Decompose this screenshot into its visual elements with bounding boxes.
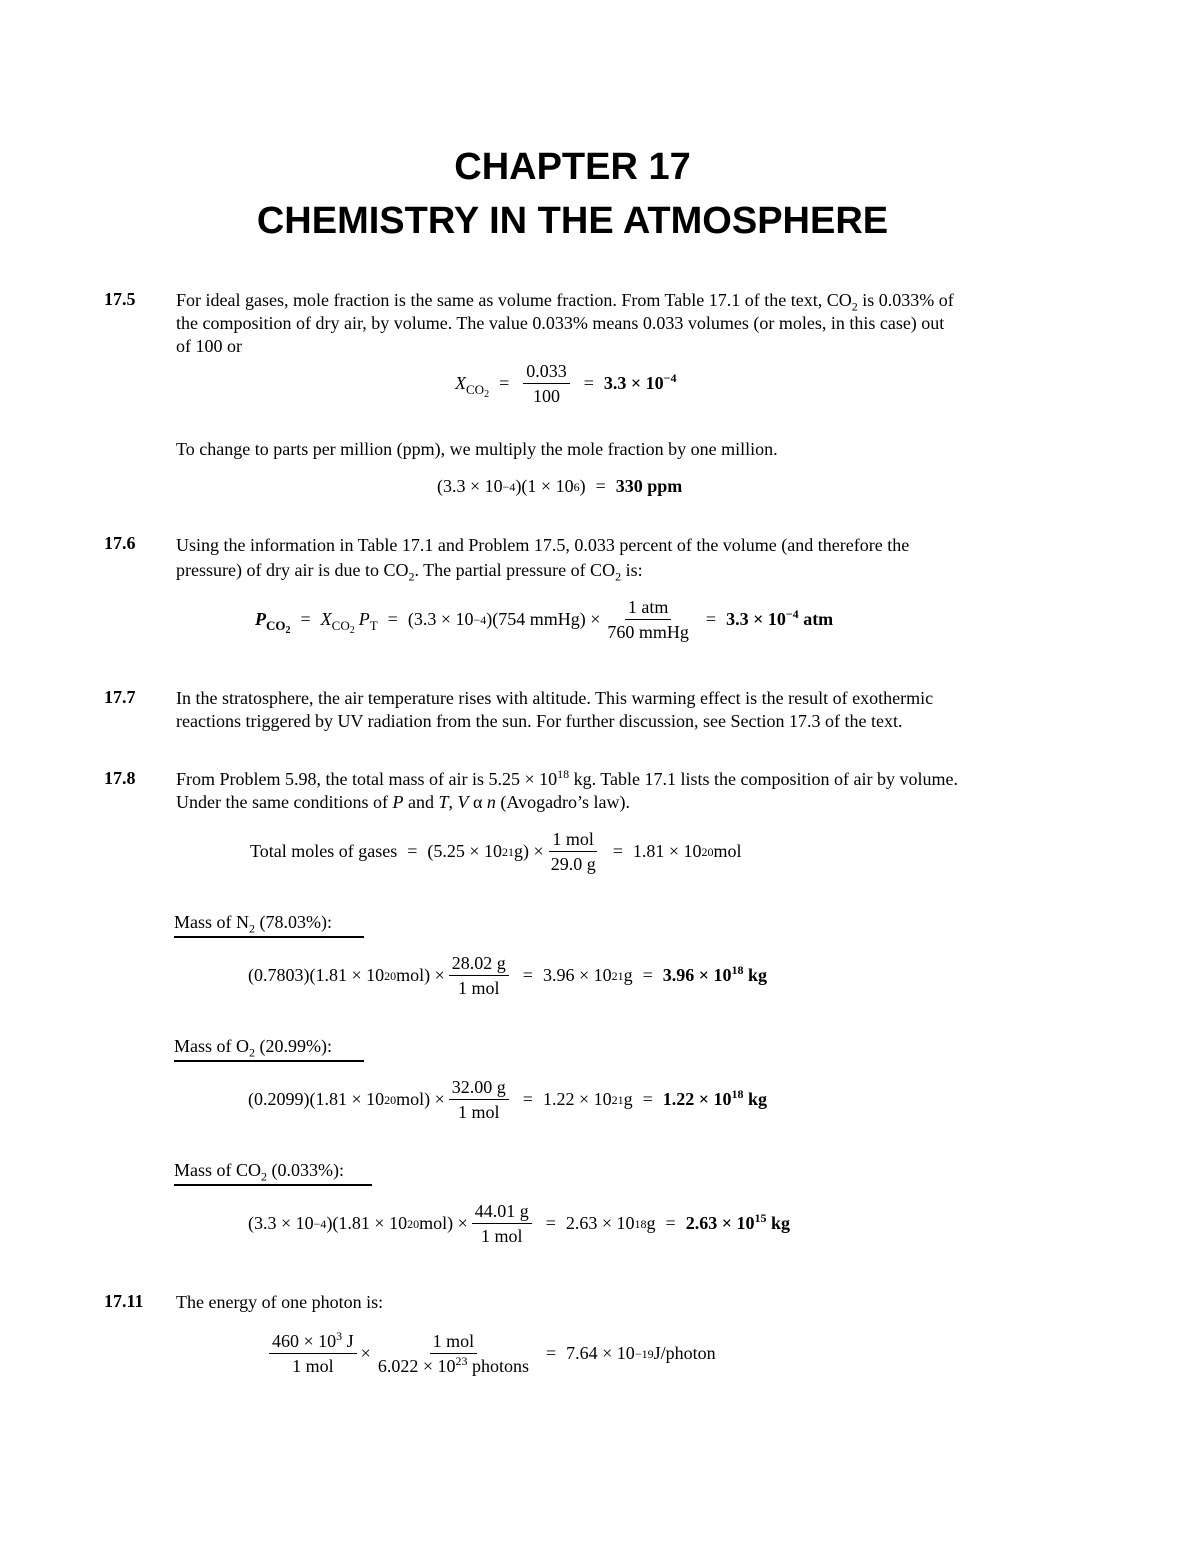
fraction <box>449 952 509 999</box>
equals: = <box>665 1213 676 1233</box>
result: $3.3 \times 10^{-4}$ <box>603 371 677 393</box>
equals: = <box>583 373 594 393</box>
equation-photon-energy: $\frac{460 \times 10^3 J}{\text{1 mol}}$ × $\frac{\text{1 mol}}{6.022 \times 10^{23} photons}$ = 7.64 × 10 −19 J/photon <box>265 1330 716 1377</box>
denominator: $6.022 \times 10^{23}$ photons <box>377 1354 529 1376</box>
text: . The partial pressure of CO <box>414 560 616 580</box>
equation-mole-fraction <box>455 360 676 407</box>
x-symbol: X <box>320 609 332 629</box>
text: For ideal gases, mole fraction is the same as volume fraction. From Table 17.1 of the text, CO <box>176 290 852 310</box>
denominator: 1 mol <box>292 1356 334 1376</box>
subscript: 2 <box>285 624 291 636</box>
text: g <box>623 1089 633 1109</box>
problem-17-5-text <box>176 289 954 358</box>
problem-number-17-7: 17.7 <box>104 687 136 707</box>
result: $3.96 \times 10^{18}$ kg <box>662 963 768 985</box>
subscript: 2 <box>349 624 355 636</box>
denominator: 1 mol <box>480 1226 523 1246</box>
text: mol) × <box>419 1213 468 1233</box>
problem-number-17-8: 17.8 <box>104 768 136 788</box>
text: Under the same conditions of <box>176 792 393 812</box>
text: P <box>392 792 404 812</box>
fraction <box>449 1076 509 1123</box>
text: reactions triggered by UV radiation from the sun. For further discussion, see Section 17.3 of the text. <box>176 711 903 731</box>
text: mol) × <box>396 1089 445 1109</box>
mass-co2-heading: Mass of $CO_2$ (0.033%): <box>174 1160 372 1186</box>
equals: = <box>499 373 510 393</box>
subscript: 2 <box>851 299 858 314</box>
subscript: 2 <box>484 388 490 400</box>
text: (3.3 × 10 <box>248 1213 314 1233</box>
fraction <box>375 1330 532 1377</box>
text: and <box>403 792 439 812</box>
text: (5.25 × 10 <box>427 841 503 861</box>
numerator: 32.00 g <box>449 1076 509 1100</box>
p-symbol: P <box>255 609 266 629</box>
text: From Problem 5.98, the total mass of air is 5.25 × 10 <box>176 769 558 789</box>
text: is 0.033% of <box>857 290 954 310</box>
problem-number-17-11: 17.11 <box>104 1291 144 1311</box>
text: n <box>486 792 496 812</box>
subscript: 2 <box>615 569 622 584</box>
numerator: 28.02 g <box>449 952 509 976</box>
text: J/photon <box>653 1343 716 1363</box>
text: 3.96 × 10 <box>542 965 612 985</box>
superscript: 18 <box>557 767 570 781</box>
text: pressure) of dry air is due to CO <box>176 560 409 580</box>
equation-total-moles: Total moles of gases = (5.25 × 10 21 g) × $\frac{\text{1 mol}}{29.0 g}$ = 1.81 × 10 20 mol <box>250 829 742 874</box>
subscript: 2 <box>408 569 415 584</box>
subscript: T <box>369 617 378 633</box>
equals: = <box>642 965 653 985</box>
fraction <box>604 596 692 643</box>
equals: = <box>612 841 623 861</box>
equals: = <box>705 609 717 629</box>
result: $3.3 \times 10^{-4}$ atm <box>726 607 834 629</box>
equation-ppm: (3.3 × 10 −4 )(1 × 10 6 ) = 330 ppm <box>437 476 683 496</box>
equals: = <box>407 841 418 861</box>
chapter-title: CHEMISTRY IN THE ATMOSPHERE <box>256 200 889 242</box>
text: (0.7803)(1.81 × 10 <box>248 965 385 985</box>
text: )(1 × 10 <box>515 476 574 496</box>
text: of 100 or <box>176 336 242 356</box>
denominator: 1 mol <box>458 1102 500 1122</box>
text: ) <box>579 476 586 496</box>
text: , <box>448 792 458 812</box>
fraction <box>269 1330 357 1377</box>
text: 1.81 × 10 <box>632 841 702 861</box>
text: T <box>438 792 449 812</box>
result: 330 ppm <box>615 476 683 496</box>
equation-partial-pressure: P $CO_2$ = X $CO_2$ P T = (3.3 × 10 −4 )(754 mmHg) × $\frac{\text{1 atm}}{\text{760 mmHg}}$ = $3.3 \times 10^{-4}$ atm <box>255 597 834 642</box>
numerator: 1 atm <box>625 596 672 620</box>
problem-17-7-text <box>176 687 933 733</box>
times: × <box>360 1343 371 1363</box>
problem-17-6-text <box>176 533 909 583</box>
result: $2.63 \times 10^{15}$ kg <box>685 1211 790 1233</box>
text: In the stratosphere, the air temperature rises with altitude. This warming effect is the result of exothermic <box>176 688 934 708</box>
result: $1.22 \times 10^{18}$ kg <box>662 1087 768 1109</box>
text: α <box>468 792 487 812</box>
numerator: $460 \times 10^3$ J <box>269 1330 357 1354</box>
text: is: <box>621 560 643 580</box>
equals: = <box>522 965 533 985</box>
text: V <box>457 792 469 812</box>
problem-17-8-text <box>176 768 958 814</box>
fraction <box>523 360 570 407</box>
equation-mass-co2: (3.3 × 10 −4 )(1.81 × 10 20 mol) × $\frac{44.01 g}{\text{1 mol}}$ = 2.63 × 10 18 g = $2.63 \times 10^{15}$ kg <box>248 1201 790 1246</box>
denominator: 100 <box>532 386 560 406</box>
problem-17-11-text: The energy of one photon is: <box>176 1292 384 1312</box>
problem-number-17-6: 17.6 <box>104 533 136 553</box>
mass-o2-heading: Mass of $O_2$ (20.99%): <box>174 1036 364 1062</box>
problem-number-17-5: 17.5 <box>104 289 136 309</box>
equals: = <box>546 1343 557 1363</box>
denominator: 760 mmHg <box>607 622 689 642</box>
fraction <box>472 1200 532 1247</box>
numerator: 0.033 <box>523 360 570 384</box>
p-symbol: P <box>358 609 370 629</box>
text: mol) × <box>396 965 445 985</box>
chapter-number: CHAPTER 17 <box>454 146 691 188</box>
text: )(754 mmHg) × <box>486 609 601 629</box>
text: (0.2099)(1.81 × 10 <box>248 1089 385 1109</box>
label: Total moles of gases <box>250 841 398 861</box>
text: (3.3 × 10 <box>437 476 503 496</box>
numerator: 1 mol <box>430 1330 478 1354</box>
text: 7.64 × 10 <box>566 1343 635 1363</box>
text: 2.63 × 10 <box>565 1213 635 1233</box>
mass-n2-heading: Mass of $N_2$ (78.03%): <box>174 912 364 938</box>
denominator: 29.0 g <box>550 854 596 874</box>
text: 1.22 × 10 <box>542 1089 612 1109</box>
text: )(1.81 × 10 <box>326 1213 408 1233</box>
text: Using the information in Table 17.1 and Problem 17.5, 0.033 percent of the volume (and therefore the <box>176 535 910 555</box>
text: kg. Table 17.1 lists the composition of air by volume. <box>569 769 958 789</box>
equals: = <box>595 476 606 496</box>
numerator: 1 mol <box>549 828 597 852</box>
text: g) × <box>514 841 544 861</box>
subscript: CO <box>466 381 485 397</box>
equals: = <box>387 609 398 629</box>
text: (3.3 × 10 <box>407 609 474 629</box>
equals: = <box>300 609 311 629</box>
equals: = <box>642 1089 653 1109</box>
x-symbol: X <box>455 373 466 393</box>
equals: = <box>522 1089 533 1109</box>
numerator: 44.01 g <box>472 1200 532 1224</box>
text: g <box>623 965 633 985</box>
equation-mass-n2: (0.7803)(1.81 × 10 20 mol) × $\frac{28.02 g}{\text{1 mol}}$ = 3.96 × 10 21 g = $3.96 \times 10^{18}$ kg <box>248 953 768 998</box>
equation-mass-o2: (0.2099)(1.81 × 10 20 mol) × $\frac{32.00 g}{\text{1 mol}}$ = 1.22 × 10 21 g = $1.22 \times 10^{18}$ kg <box>248 1077 768 1122</box>
subscript: CO <box>331 617 350 633</box>
text: g <box>646 1213 656 1233</box>
text: the composition of dry air, by volume. The value 0.033% means 0.033 volumes (or moles, in this case) out <box>176 313 945 333</box>
subscript: CO <box>266 617 286 633</box>
equals: = <box>545 1213 556 1233</box>
fraction <box>548 828 599 875</box>
text: (Avogadro’s law). <box>495 792 631 812</box>
denominator: 1 mol <box>458 978 500 998</box>
ppm-intro: To change to parts per million (ppm), we multiply the mole fraction by one million. <box>176 439 778 459</box>
text: mol <box>713 841 742 861</box>
